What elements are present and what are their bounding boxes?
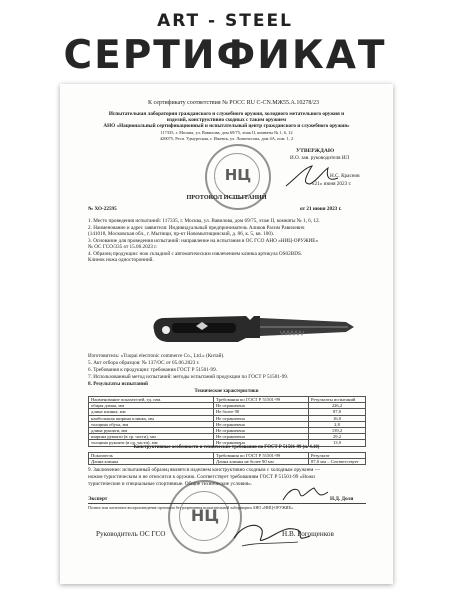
table-cell: 226,2 [309,403,366,409]
table-cell: 13,9 [309,440,366,446]
table-header: Требования по ГОСТ Р 51501-99 [214,397,309,403]
table-header-row [89,397,366,403]
table-cell: Не ограничена [214,421,309,427]
table-cell: наибольшая ширина клинка, мм [89,415,214,421]
table-cell: ширина рукояти (в ср. части), мм [89,434,214,440]
protocol-number: № ХО-22595 [88,206,117,212]
conclusion-line: 9. Заключение: испытанный образец является изделием конструктивно сходным с холодным оружием — [88,467,320,473]
lab-name-line-3: АНО «Национальный сертификационный и испытательный центр гражданского и служебного оружия» [103,123,350,129]
divider [88,503,366,504]
spec-table [88,396,366,447]
table-cell: 87,0 мм – Соответствует [309,459,366,465]
table2-caption: Конструктивные особенности и технические требования по ГОСТ Р 51501-99 (п. 4.10) [133,445,320,450]
lab-name-line-1: Испытательная лаборатория гражданского и служебного оружия, холодного метательного оружия и [108,111,345,117]
table-cell: Не более 90 [214,409,309,415]
table-header: Результаты испытаний [309,397,366,403]
lab-address-line-1: 117335, г. Москва, ул. Вавилова, дом 69/75, этаж II, комнаты № 1, 6, 12 [160,130,293,135]
table-header: Требования по ГОСТ Р 51501-99 [214,453,309,459]
table-cell: Не ограничена [214,440,309,446]
requirements-table [88,452,366,465]
table-cell: общая длина, мм [89,403,214,409]
table-header: Показатель [89,453,214,459]
table-row [89,459,366,465]
approve-title: УТВЕРЖДАЮ [296,148,335,154]
item-line: 1. Место проведения испытаний: 117335, г. Москва, ул. Вавилова, дом 69/75, этаж II, комнаты № 1, 6, 12. [88,218,320,224]
item-line: Клинок ножа односторонний. [88,257,154,263]
table-cell: Длина клинка [89,459,214,465]
table-cell: Не ограничена [214,427,309,433]
lab-name-line-2: изделий, конструктивно сходных с таким оружием [166,117,287,123]
certificate-reference: К сертификату соответствия № РОСС RU C-CN.МЖ55.A.10278/23 [148,100,320,106]
page-title: СЕРТИФИКАТ [63,33,387,78]
protocol-date: от 21 июня 2023 г. [300,206,342,212]
approve-role: И.О. зав. руководителя ИЛ [290,155,350,161]
table-cell: толщина обуха, мм [89,421,214,427]
head-name: Н.В. Рогощенков [282,530,334,538]
top-stamp: НЦ [205,144,271,210]
table-header: Результат [309,453,366,459]
conclusion-line: ножом туристическим и не относится к оружию. Соответствует требованиям ГОСТ Р 51501-99 «Ножи [88,474,315,480]
manufacturer: Изготовитель: «Tuopai electronic commerce Co., Ltd.» (Китай). [88,353,225,359]
table-cell: 16,0 [309,415,366,421]
item-line: № ОС ГСО/335 от 15.06.2023 г. [88,244,158,250]
footnote: Полное или частичное воспроизведение протокола без разрешения испытательной лаборатории АНО «НИЦ-ОРУЖИЕ». [88,505,295,510]
protocol-title: ПРОТОКОЛ ИСПЫТАНИЙ [186,194,267,201]
head-role: Руководитель ОС ГСО [96,530,166,538]
item-line: 3. Основание для проведения испытаний: направление на испытания в ОС ГСО АНО «НИЦ-ОРУЖИЕ» [88,238,319,244]
brand-header: ART - STEEL [157,11,293,31]
lab-address-line-2: 420075, Респ. Удмуртская, г. Ижевск, ул. Ломоносова, дом 4А, пом. 1, 2 [159,136,294,141]
expert-name: Н.Д. Доля [330,496,354,502]
table-cell: 87,0 [309,409,366,415]
knife-photo [150,302,356,352]
approve-name: Н.С. Краснов [330,173,360,179]
table-cell: длина рукояти, мм [89,427,214,433]
item-line: 4. Образец продукции: нож складной с автоматическим извлечением клинка артикула OS02BDS. [88,251,303,257]
table-cell: 29,2 [309,434,366,440]
table-cell: 2,8 [309,421,366,427]
bottom-stamp: НЦ [168,480,242,554]
table-cell: длина клинка, мм [89,409,214,415]
expert-signature [280,482,330,504]
item-line: 8. Результаты испытаний [88,381,148,387]
table-cell: Длина клинка не более 90 мм [214,459,309,465]
table-cell: Не ограничена [214,403,309,409]
approve-date: «21» июня 2023 г. [312,181,352,187]
certificate-document [60,84,393,584]
table-cell: толщина рукояти (в ср. части), мм [89,440,214,446]
item-line: 7. Использованный метод испытаний: методы испытаний продукции по ГОСТ Р 51501-99. [88,374,289,380]
table-cell: 139,2 [309,427,366,433]
item-line: (141018, Московская обл., г. Мытищи, пр-кт Новомытищинский, д. 86, к. 5, кв. 100). [88,231,274,237]
table-header: Наименование показателей, ед. изм. [89,397,214,403]
item-line: 6. Требования к продукции: требования ГОСТ Р 51501-99. [88,367,218,373]
conclusion-line: туристические и специальные спортивные. Общие технические условия». [88,481,252,487]
table-cell: Не ограничена [214,434,309,440]
table-cell: Не ограничена [214,415,309,421]
table-caption: Технические характеристики [194,389,259,394]
expert-label: Эксперт [88,496,108,502]
item-line: 5. Акт отбора образцов: № 137/ОС от 05.06.2023 г. [88,360,200,366]
item-line: 2. Наименование и адрес заявителя: Индивидуальный предприниматель Аликов Расим Равилевич [88,225,305,231]
